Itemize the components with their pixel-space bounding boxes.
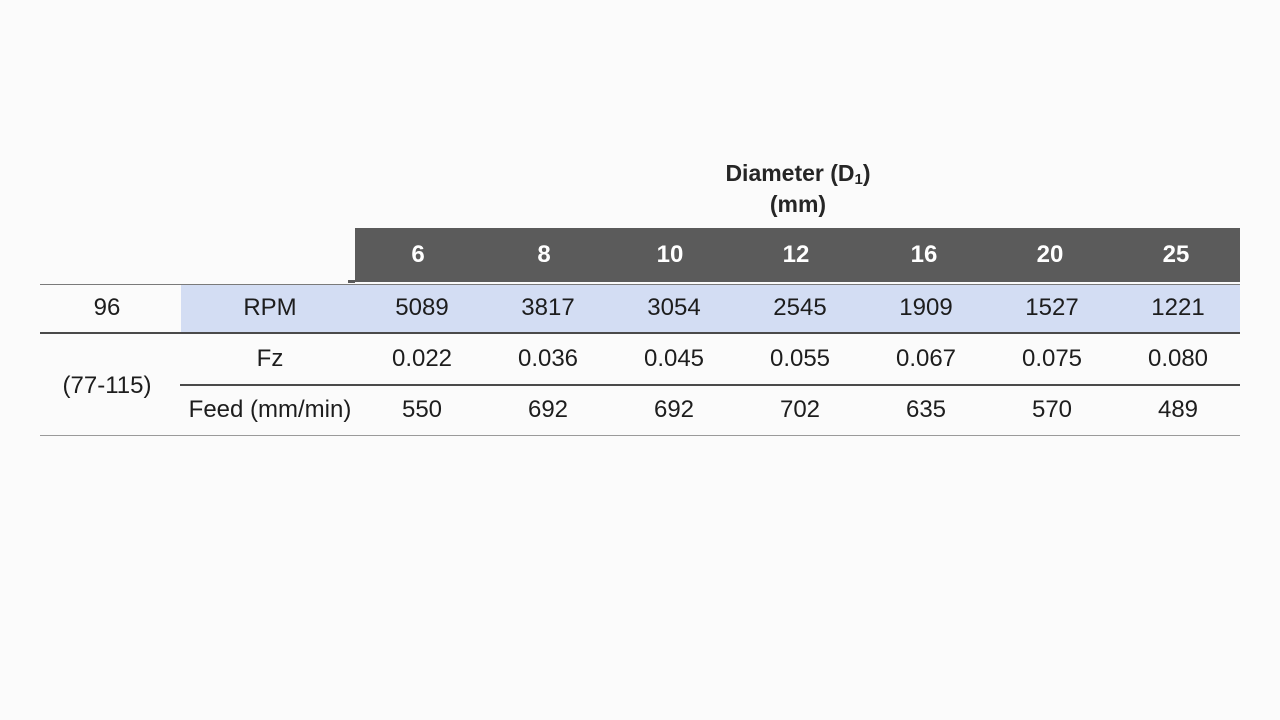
diameter-header-title [640,158,956,220]
rule-after-rpm [40,332,1240,334]
diameter-title-text: Diameter (D [725,160,855,186]
row-label-feed: Feed (mm/min) [188,396,352,423]
feed-cell: 702 [779,396,821,423]
feed-cell: 489 [1157,396,1199,423]
diameter-title-close: ) [862,160,871,186]
rpm-cell: 3054 [647,294,701,321]
fz-cell: 0.045 [643,345,705,372]
diameter-col-10: 10 [656,241,684,268]
feed-cell: 635 [905,396,947,423]
rpm-cell: 1527 [1025,294,1079,321]
diameter-col-20: 20 [1036,241,1064,268]
fz-cell: 0.036 [517,345,579,372]
diameter-col-6: 6 [411,241,425,268]
feed-cell: 550 [401,396,443,423]
diameter-unit: (mm) [769,191,827,217]
row-label-fz: Fz [256,345,284,372]
diameter-header-band [355,228,1240,282]
rpm-cell: 2545 [773,294,827,321]
fz-cell: 0.055 [769,345,831,372]
diameter-title-subscript: 1 [854,171,863,188]
diameter-col-8: 8 [537,241,551,268]
row-label-rpm: RPM [243,294,297,321]
rpm-cell: 1909 [899,294,953,321]
rpm-cell: 3817 [521,294,575,321]
diameter-title-line [640,158,956,189]
group-range: (77-115) [62,372,152,399]
rule-after-fz [180,384,1240,386]
fz-cell: 0.075 [1021,345,1083,372]
group-value: 96 [93,294,121,321]
fz-cell: 0.022 [391,345,453,372]
diameter-col-12: 12 [782,241,810,268]
rpm-cell: 5089 [395,294,449,321]
fz-cell: 0.067 [895,345,957,372]
diameter-col-16: 16 [910,241,938,268]
feed-cell: 692 [527,396,569,423]
diameter-col-25: 25 [1162,241,1190,268]
feed-cell: 692 [653,396,695,423]
rule-bottom [40,435,1240,436]
feed-cell: 570 [1031,396,1073,423]
header-band-tick [348,280,355,283]
rpm-cell: 1221 [1151,294,1205,321]
fz-cell: 0.080 [1147,345,1209,372]
